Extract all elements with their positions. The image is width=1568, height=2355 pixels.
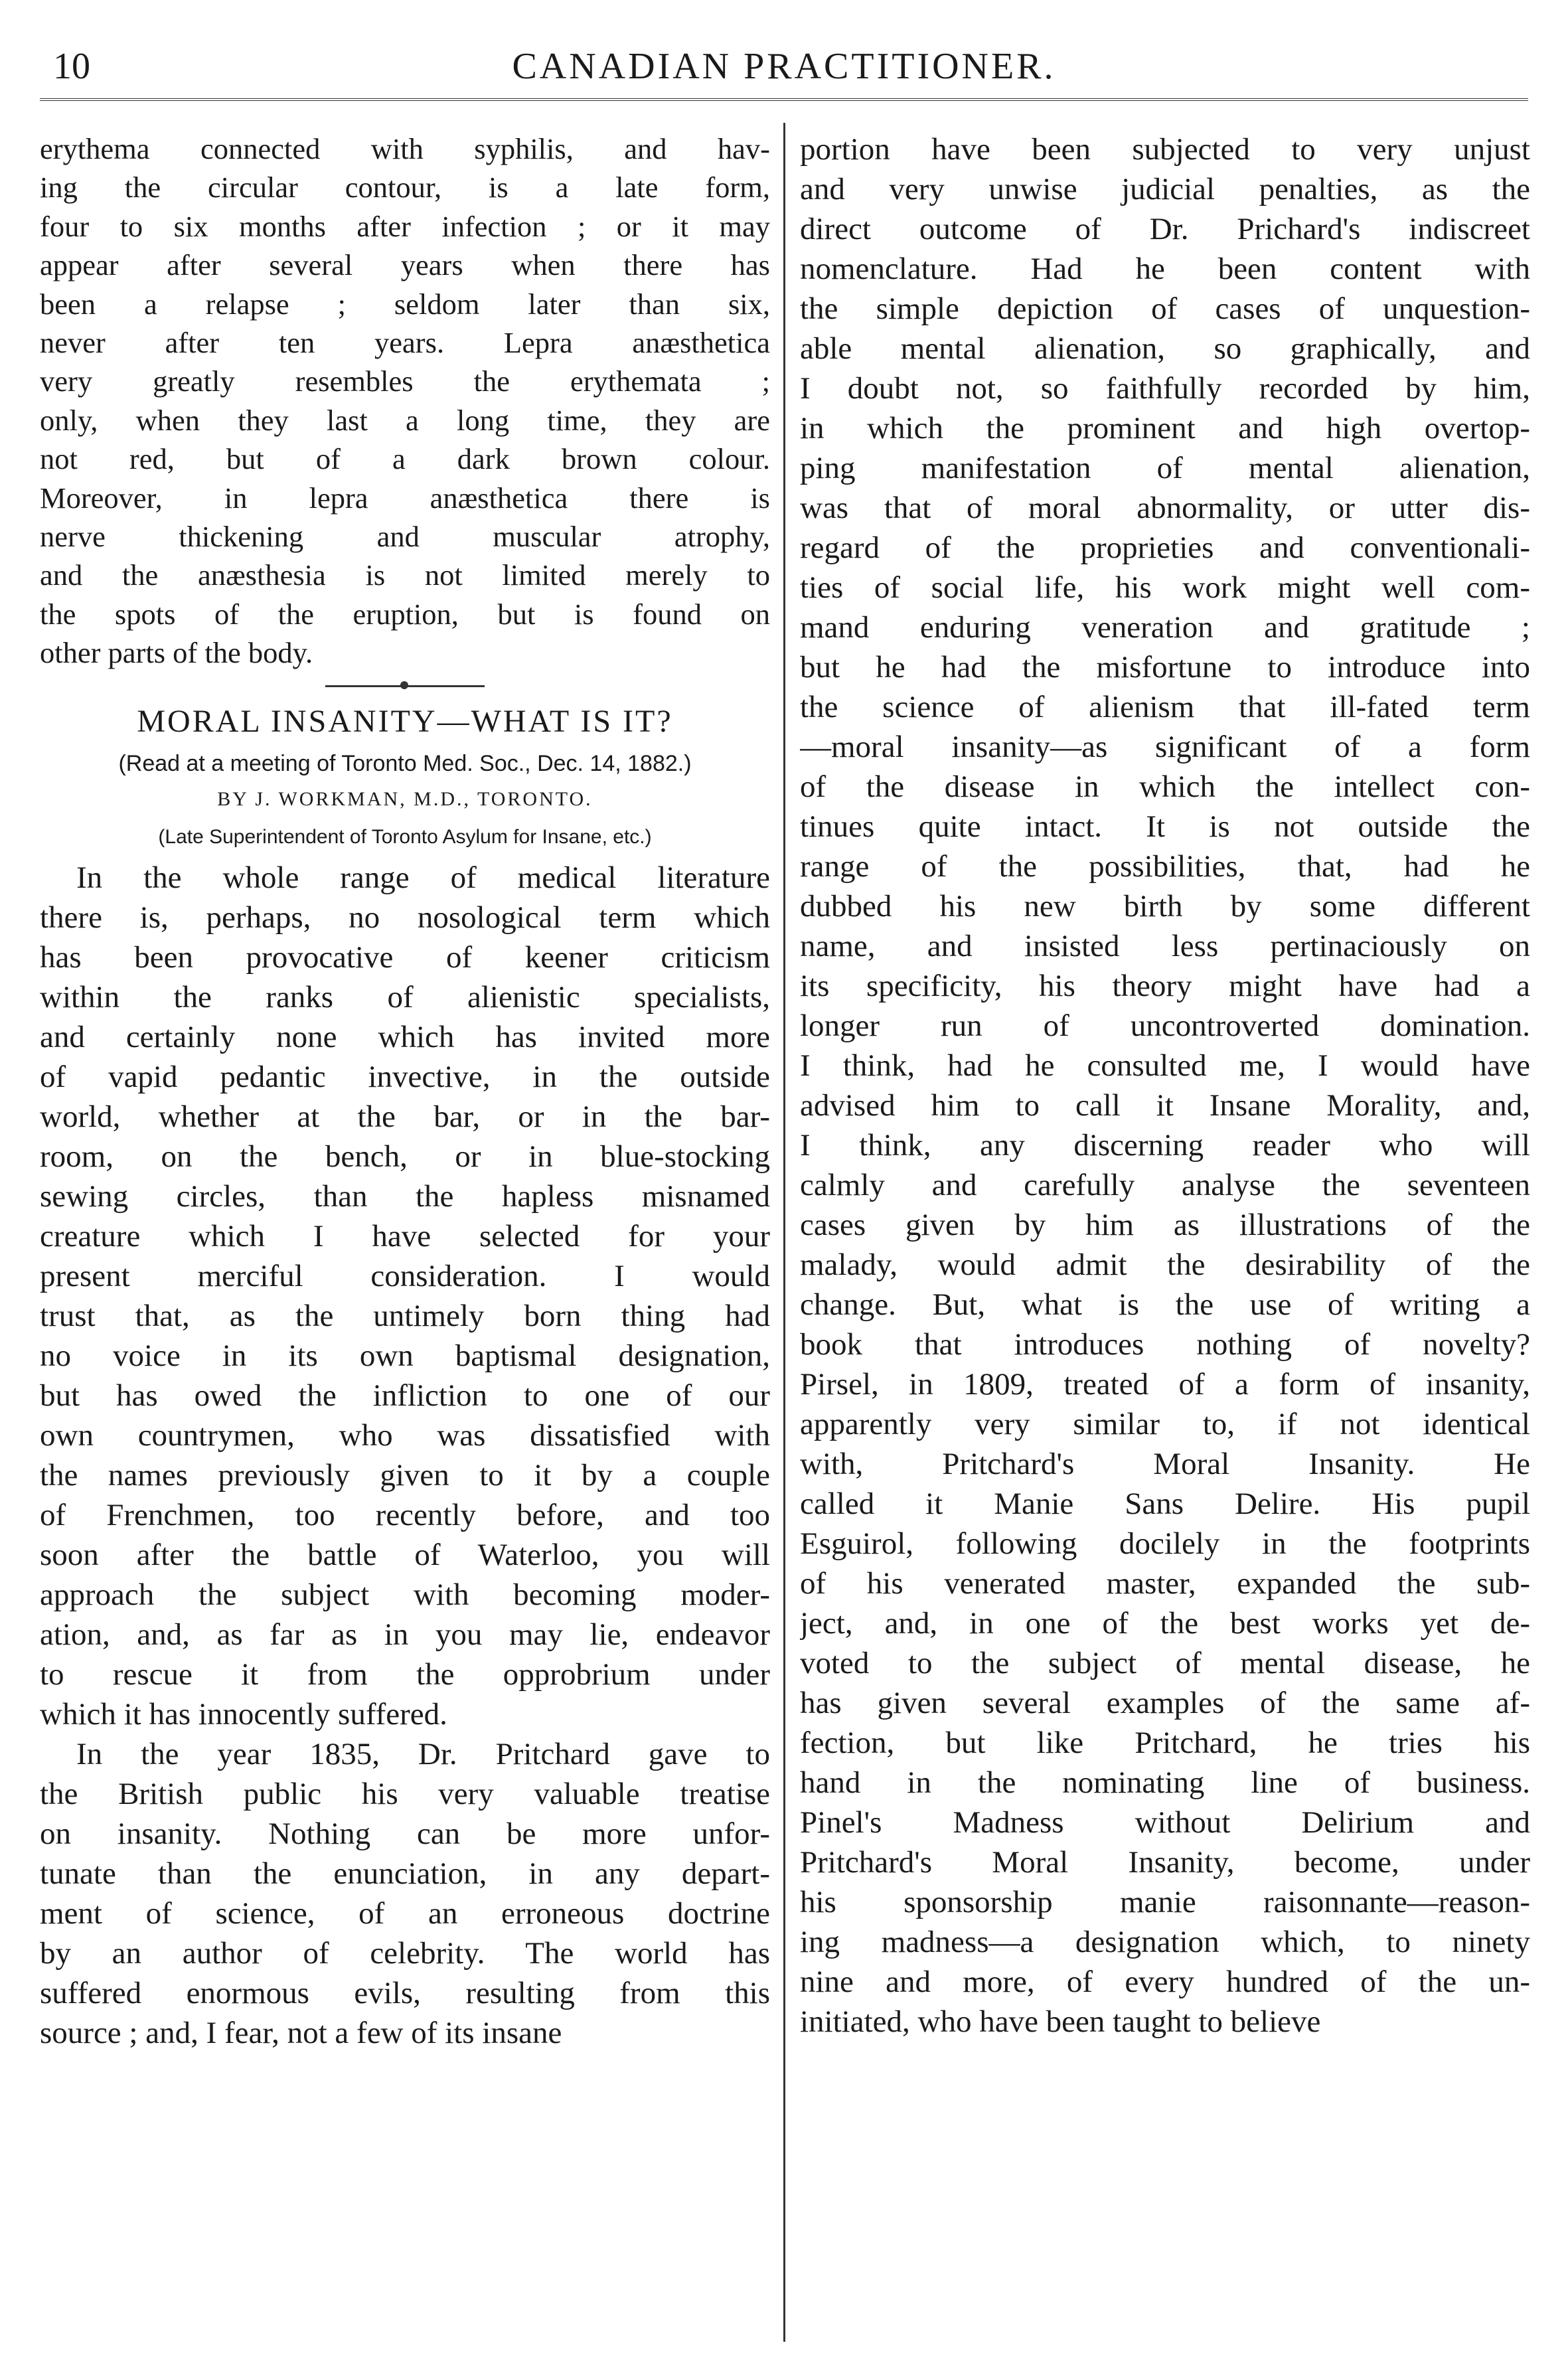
text-line: the simple depiction of cases of unquestion- <box>800 291 1530 326</box>
page-header <box>53 39 1515 98</box>
left-column <box>40 129 770 2053</box>
text-line: nerve thickening and muscular atrophy, <box>40 519 770 553</box>
text-line: change. But, what is the use of writing a <box>800 1287 1530 1322</box>
text-line: has been provocative of keener criticism <box>40 940 770 975</box>
text-line: but has owed the infliction to one of our <box>40 1378 770 1414</box>
text-line: range of the possibilities, that, had he <box>800 849 1530 884</box>
text-line: of vapid pedantic invective, in the outside <box>40 1060 770 1095</box>
paragraph-1 <box>40 858 770 1734</box>
right-column <box>800 129 1530 2042</box>
text-line: creature which I have selected for your <box>40 1219 770 1254</box>
text-line: present merciful consideration. I would <box>40 1259 770 1294</box>
text-line: Pirsel, in 1809, treated of a form of insanity, <box>800 1367 1530 1402</box>
text-line: but he had the misfortune to introduce into <box>800 650 1530 685</box>
text-line: —moral insanity—as significant of a form <box>800 730 1530 764</box>
text-line: four to six months after infection ; or it may <box>40 209 770 243</box>
text-line: nine and more, of every hundred of the un- <box>800 1965 1530 1999</box>
text-line: Moreover, in lepra anæsthetica there is <box>40 481 770 515</box>
text-line: and the anæsthesia is not limited merely to <box>40 558 770 592</box>
text-line: portion have been subjected to very unjust <box>800 132 1530 167</box>
text-line: own countrymen, who was dissatisfied with <box>40 1418 770 1453</box>
text-line: the names previously given to it by a couple <box>40 1458 770 1493</box>
text-line: has given several examples of the same af- <box>800 1686 1530 1720</box>
late-note: (Late Superintendent of Toronto Asylum for Insane, etc.) <box>158 826 652 849</box>
text-line: the spots of the eruption, but is found on <box>40 597 770 631</box>
text-line: by an author of celebrity. The world has <box>40 1936 770 1971</box>
text-line: dubbed his new birth by some different <box>800 889 1530 924</box>
text-line: name, and insisted less pertinaciously on <box>800 929 1530 963</box>
right-column-text <box>800 129 1530 2042</box>
text-line: was that of moral abnormality, or utter dis- <box>800 491 1530 525</box>
text-line: cases given by him as illustrations of the <box>800 1208 1530 1242</box>
text-line: never after ten years. Lepra anæsthetica <box>40 325 770 359</box>
text-line: In the year 1835, Dr. Pritchard gave to <box>76 1737 770 1772</box>
text-line: fection, but like Pritchard, he tries his <box>800 1726 1530 1760</box>
text-line: ing the circular contour, is a late form, <box>40 171 770 204</box>
text-line: tunate than the enunciation, in any depart- <box>40 1856 770 1892</box>
text-line: with, Pritchard's Moral Insanity. He <box>800 1447 1530 1481</box>
text-line: mand enduring veneration and gratitude ; <box>800 610 1530 645</box>
text-line: ties of social life, his work might well com- <box>800 570 1530 605</box>
text-line: in which the prominent and high overtop- <box>800 411 1530 446</box>
read-note: (Read at a meeting of Toronto Med. Soc., Dec. 14, 1882.) <box>118 751 692 777</box>
text-line: regard of the proprieties and conventionali- <box>800 530 1530 565</box>
text-line: source ; and, I fear, not a few of its insane <box>40 2016 562 2051</box>
text-line: within the ranks of alienistic specialists, <box>40 980 770 1015</box>
text-line: nomenclature. Had he been content with <box>800 252 1530 286</box>
text-line: sewing circles, than the hapless misnamed <box>40 1179 770 1214</box>
text-line: ping manifestation of mental alienation, <box>800 451 1530 485</box>
text-line: ment of science, of an erroneous doctrine <box>40 1896 770 1931</box>
text-line: been a relapse ; seldom later than six, <box>40 287 770 321</box>
text-line: Pritchard's Moral Insanity, become, under <box>800 1845 1530 1880</box>
text-line: appear after several years when there has <box>40 248 770 282</box>
text-line: of Frenchmen, too recently before, and too <box>40 1498 770 1533</box>
column-divider <box>783 123 785 2342</box>
text-line: called it Manie Sans Delire. His pupil <box>800 1487 1530 1521</box>
text-line: erythema connected with syphilis, and hav- <box>40 132 770 165</box>
text-line: able mental alienation, so graphically, and <box>800 331 1530 366</box>
text-line: I think, any discerning reader who will <box>800 1128 1530 1163</box>
text-line: and certainly none which has invited more <box>40 1020 770 1055</box>
text-line: malady, would admit the desirability of the <box>800 1248 1530 1282</box>
text-line: and very unwise judicial penalties, as the <box>800 172 1530 206</box>
text-line: not red, but of a dark brown colour. <box>40 442 770 476</box>
text-line: longer run of uncontroverted domination. <box>800 1009 1530 1043</box>
text-line: to rescue it from the opprobrium under <box>40 1657 770 1692</box>
text-line: only, when they last a long time, they are <box>40 403 770 437</box>
byline: BY J. WORKMAN, M.D., TORONTO. <box>217 788 593 811</box>
text-line: apparently very similar to, if not identical <box>800 1407 1530 1441</box>
header-rule <box>40 98 1528 101</box>
paragraph-2 <box>40 1734 770 2053</box>
text-line: other parts of the body. <box>40 636 313 670</box>
text-line: voted to the subject of mental disease, he <box>800 1646 1530 1680</box>
text-line: on insanity. Nothing can be more unfor- <box>40 1817 770 1852</box>
text-line: very greatly resembles the erythemata ; <box>40 365 770 398</box>
text-line: suffered enormous evils, resulting from this <box>40 1976 770 2011</box>
running-title: CANADIAN PRACTITIONER. <box>512 46 1056 87</box>
text-line: world, whether at the bar, or in the bar- <box>40 1099 770 1135</box>
text-line: which it has innocently suffered. <box>40 1697 447 1732</box>
text-line: of his venerated master, expanded the sub- <box>800 1566 1530 1601</box>
page-number: 10 <box>53 46 90 87</box>
text-line: tinues quite intact. It is not outside the <box>800 809 1530 844</box>
text-line: book that introduces nothing of novelty? <box>800 1327 1530 1362</box>
article-title: MORAL INSANITY—WHAT IS IT? <box>137 704 673 740</box>
text-line: there is, perhaps, no nosological term which <box>40 900 770 935</box>
text-line: ject, and, in one of the best works yet de- <box>800 1606 1530 1641</box>
text-line: I think, had he consulted me, I would have <box>800 1048 1530 1083</box>
text-line: trust that, as the untimely born thing had <box>40 1299 770 1334</box>
text-line: his sponsorship manie raisonnante—reason- <box>800 1885 1530 1919</box>
text-line: no voice in its own baptismal designation, <box>40 1339 770 1374</box>
text-line: soon after the battle of Waterloo, you will <box>40 1538 770 1573</box>
text-line: room, on the bench, or in blue-stocking <box>40 1139 770 1175</box>
text-line: I doubt not, so faithfully recorded by him, <box>800 371 1530 406</box>
text-line: Pinel's Madness without Delirium and <box>800 1805 1530 1840</box>
text-line: direct outcome of Dr. Prichard's indiscreet <box>800 212 1530 246</box>
text-line: ing madness—a designation which, to ninety <box>800 1925 1530 1959</box>
text-line: ation, and, as far as in you may lie, endeavor <box>40 1617 770 1653</box>
text-line: In the whole range of medical literature <box>76 860 770 896</box>
text-line: the science of alienism that ill-fated term <box>800 690 1530 724</box>
text-line: advised him to call it Insane Morality, and, <box>800 1088 1530 1123</box>
text-line: hand in the nominating line of business. <box>800 1765 1530 1800</box>
text-line: initiated, who have been taught to believe <box>800 2004 1321 2039</box>
text-line: approach the subject with becoming moder- <box>40 1578 770 1613</box>
continued-text <box>40 129 770 672</box>
text-line: Esguirol, following docilely in the footprints <box>800 1526 1530 1561</box>
text-line: its specificity, his theory might have had a <box>800 969 1530 1003</box>
text-line: of the disease in which the intellect con- <box>800 770 1530 804</box>
section-divider <box>40 672 770 698</box>
text-line: the British public his very valuable treatise <box>40 1777 770 1812</box>
text-line: calmly and carefully analyse the seventeen <box>800 1168 1530 1202</box>
